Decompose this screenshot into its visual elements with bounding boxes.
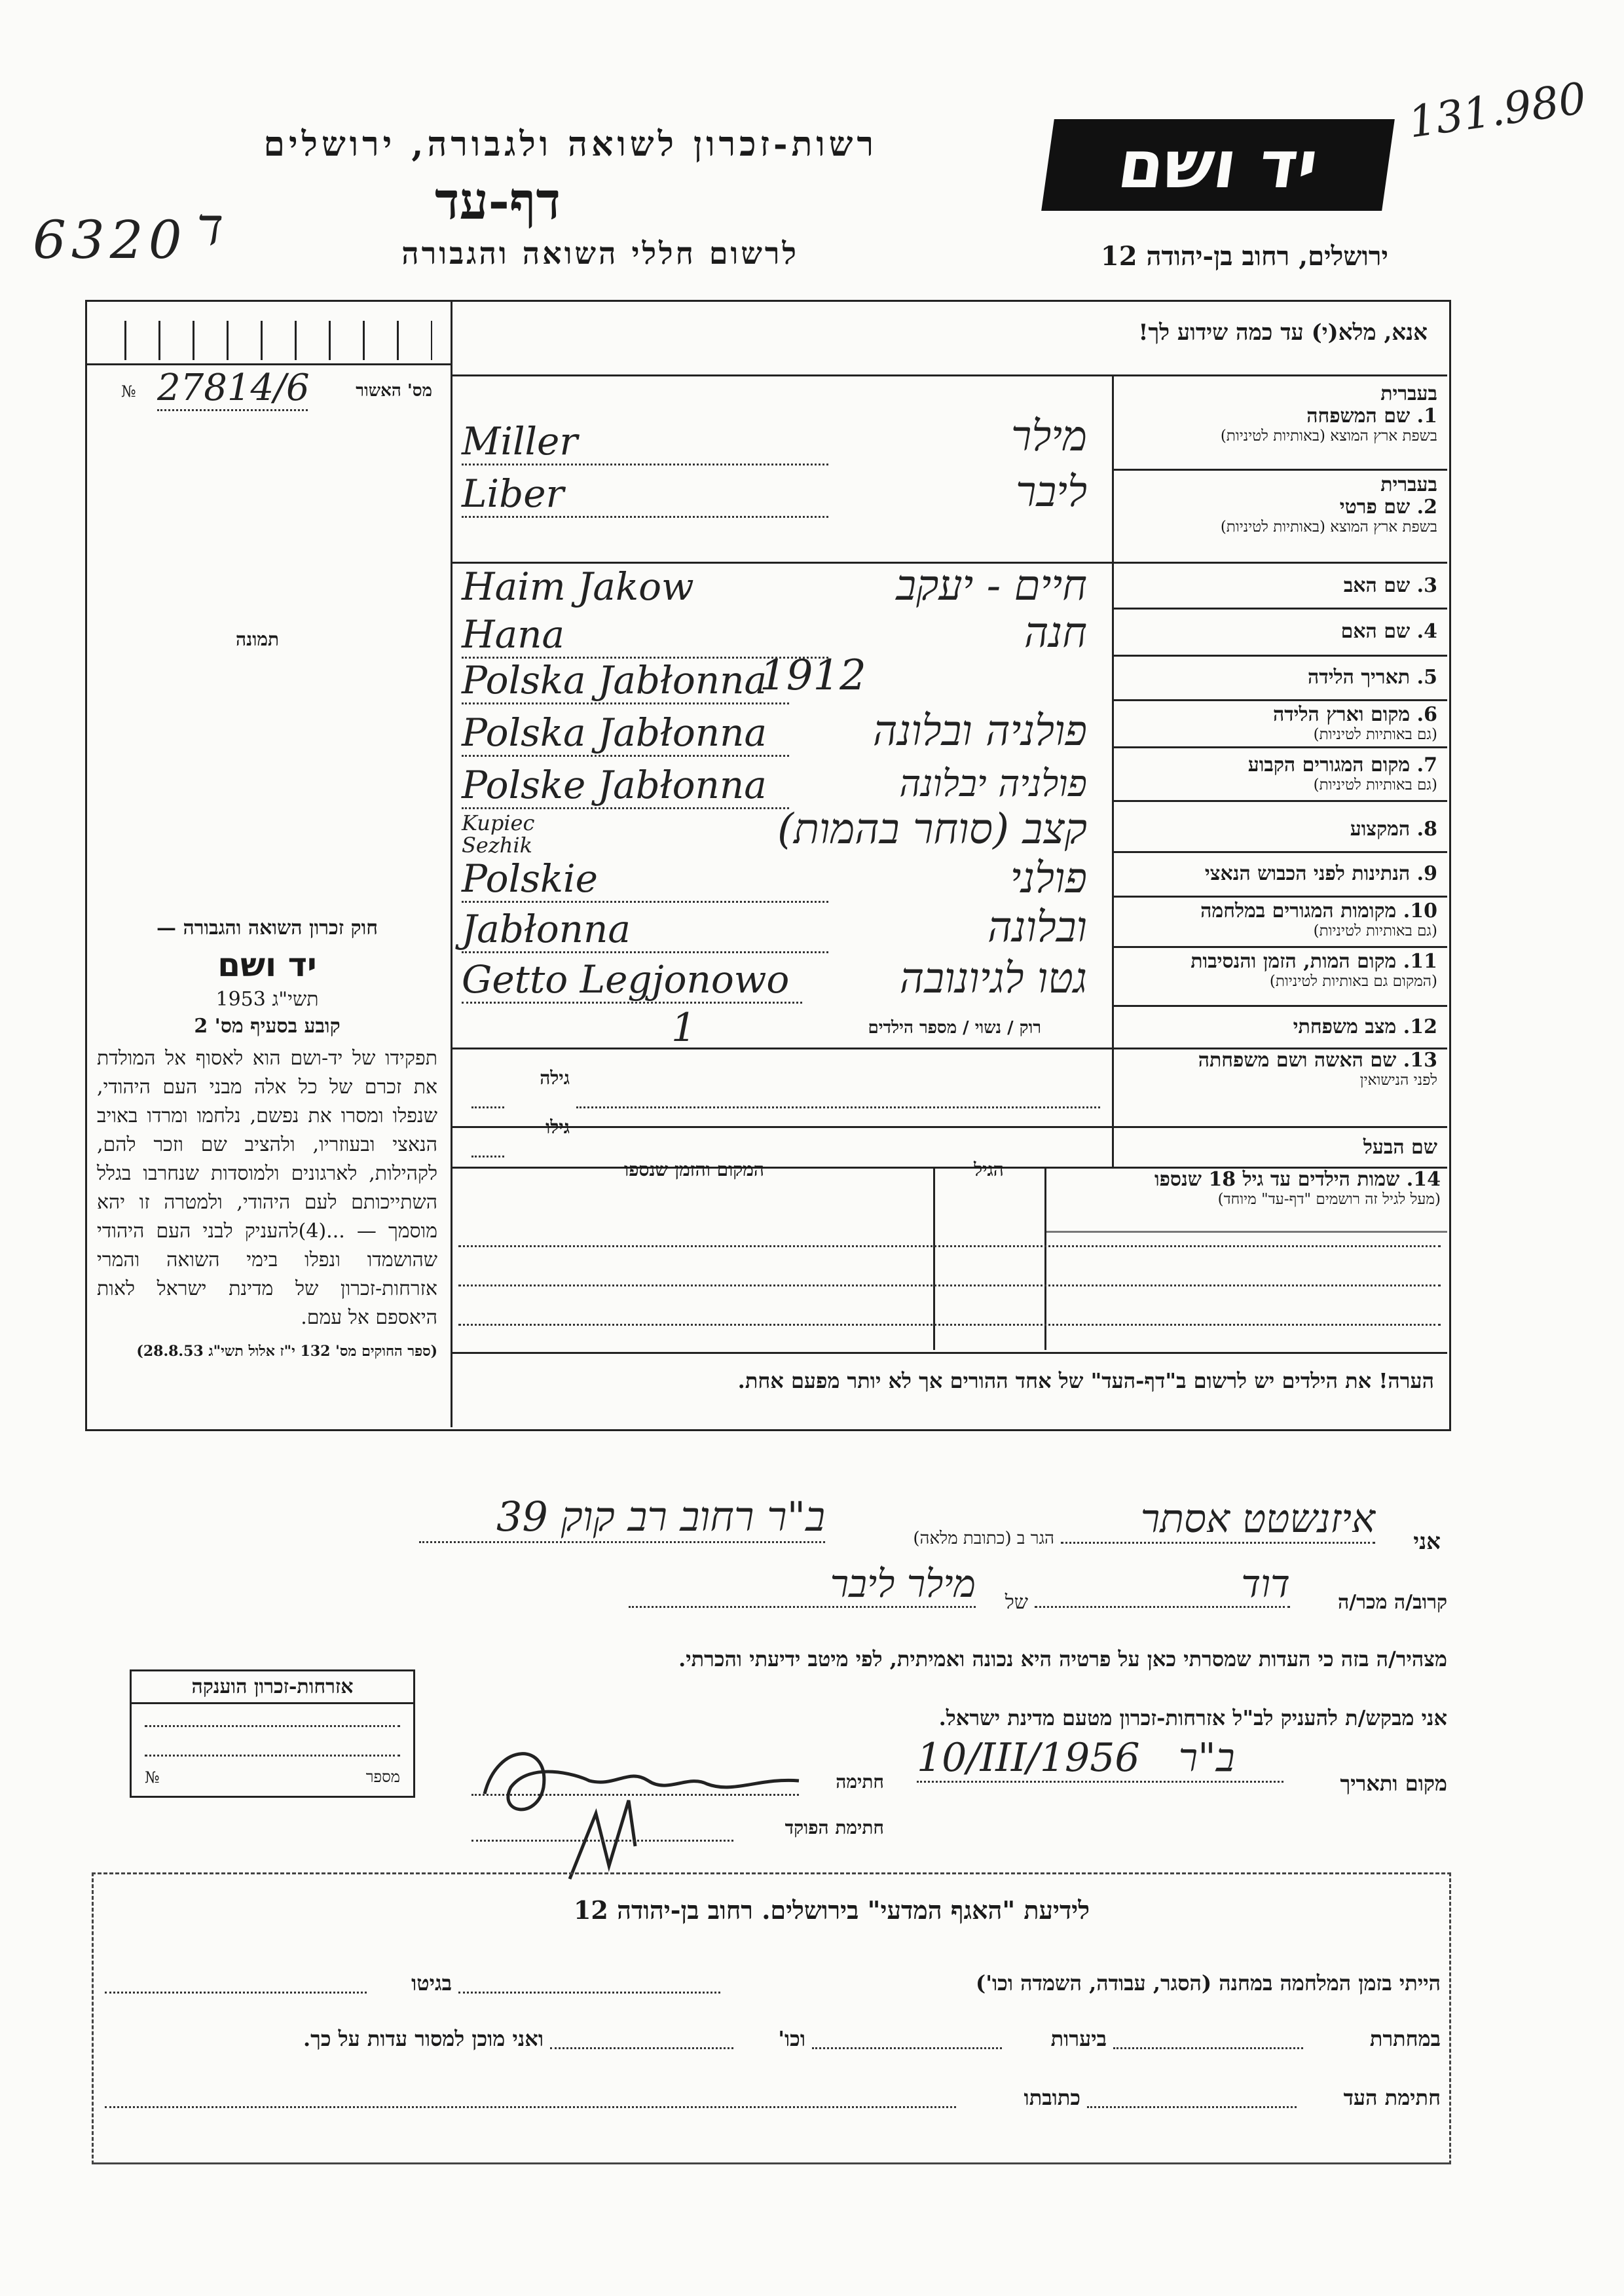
footer-ghetto: בגיטו	[411, 1971, 452, 1995]
witness-address[interactable]: ב"ר רחוב רב קוק 39	[419, 1493, 825, 1543]
birthplace-latin[interactable]: Polska Jabłonna	[462, 710, 789, 757]
place-value: ב"ר	[1178, 1735, 1235, 1781]
date-value: 10/III/1956	[917, 1735, 1140, 1781]
field-family-name-label: בעברית 1. שם המשפחה בשפת ארץ המוצא (באותיות לטיניות)	[1220, 382, 1437, 445]
witness-name[interactable]: איזנשטט אסתר	[1061, 1496, 1375, 1544]
marital-options: רוק / נשוי / מספר הילדים	[868, 1018, 1041, 1038]
declaration-date[interactable]	[917, 1735, 1283, 1783]
husband-label: שם הבעל	[1363, 1136, 1437, 1159]
occupation-hebrew[interactable]: קצב (סוחר בהמות)	[777, 805, 1087, 854]
declaration-statement: מצהיר/ה בזה כי העדות שמסרתי כאן על פרטיה היא נכונה ואמיתית, לפי מיטב ידיעתי והכרתי.	[678, 1647, 1447, 1671]
field-spouse-label: 13. שם האשה ושם משפחתה לפני הנישואין	[1198, 1049, 1437, 1089]
relative-label: קרוב/ה מכר/ה	[1338, 1591, 1447, 1614]
approval-number: 27814/6	[157, 367, 308, 411]
official-signature-line[interactable]	[471, 1827, 733, 1842]
death-place-latin[interactable]: Getto Legjonowo	[462, 957, 802, 1004]
father-name-hebrew[interactable]: חיים - יעקב	[896, 562, 1087, 610]
approval-label: מס' האשור	[356, 381, 432, 401]
instruction: אנא, מלא(י) עד כמה שידוע לך!	[1138, 319, 1428, 346]
field-children-label: 14. שמות הילדים עד גיל 18 שנספו (מעל לגיל זה רושמים "דף-עד" מיוחד)	[1154, 1168, 1441, 1208]
form-title: דף-עד	[435, 172, 561, 231]
field-marital-label: 12. מצב משפחתי	[1293, 1015, 1437, 1038]
of-label: של	[1005, 1591, 1028, 1614]
citizenship-title: אזרחות-זכרון הוענקה	[132, 1671, 413, 1704]
law-logo: יד ושם	[217, 946, 317, 984]
signature-label: חתימה	[836, 1771, 884, 1793]
children-age-header: הגיל	[974, 1159, 1004, 1180]
spouse-age-line[interactable]	[471, 1087, 504, 1108]
footer-etc: וכו'	[778, 2026, 805, 2051]
law-citation: (ספר החוקים מס' 132 י"ז אלול תשי"ג 28.8.53)	[136, 1343, 437, 1360]
left-column-divider	[451, 302, 452, 1427]
law-title: חוק זכרון השואה והגבורה —	[157, 917, 378, 939]
children-place-header: המקום והזמן שנספו	[624, 1159, 764, 1180]
nationality-latin[interactable]: Polskie	[462, 856, 828, 903]
place-date-label: מקום ותאריך	[1340, 1771, 1447, 1796]
death-place-hebrew[interactable]: גטו לגיונובה	[899, 955, 1087, 1003]
form-subtitle: לרשום חללי השואה והגבורה	[401, 236, 799, 271]
field-wartime-residence-label: 10. מקומות המגורים במלחמה (גם באותיות לטיניות)	[1200, 900, 1437, 939]
spouse-name-line[interactable]	[576, 1087, 1100, 1108]
residence-hebrew[interactable]: פולניה יבלונה	[899, 763, 1087, 805]
photo-label: תמונה	[236, 629, 280, 650]
mother-name-latin[interactable]: Hana	[462, 612, 828, 659]
birth-date-latin[interactable]: Polska Jabłonna	[462, 658, 789, 704]
law-section: קובע בסעיף מס' 2	[194, 1015, 341, 1038]
yad-vashem-logo	[1041, 119, 1395, 211]
occupation-latin[interactable]: Kupiec Sezhik	[462, 811, 535, 858]
first-name-hebrew[interactable]: ליבר	[1016, 468, 1087, 517]
footer-witness-signature: חתימת העד	[1343, 2085, 1441, 2110]
address: ירושלים, רחוב בן-יהודה 12	[1100, 241, 1388, 272]
archive-number: 131.980	[1405, 73, 1589, 148]
first-name-latin[interactable]: Liber	[462, 471, 828, 518]
field-nationality-label: 9. הנתינות לפני הכבוש הנאצי	[1204, 862, 1437, 885]
logo-text: יד ושם	[1113, 126, 1323, 203]
marital-children-count[interactable]: 1	[671, 1005, 697, 1051]
witness-signature	[471, 1715, 812, 1886]
label-column-divider	[1112, 376, 1114, 1169]
field-birthplace-label: 6. מקום וארץ הלידה (גם באותיות לטיניות)	[1272, 703, 1437, 743]
mother-name-hebrew[interactable]: חנה	[1024, 609, 1087, 657]
residence-latin[interactable]: Polske Jabłonna	[462, 763, 789, 809]
field-birth-date-label: 5. תאריך הלידה	[1308, 666, 1437, 689]
footer-underground: במחתרת	[1369, 2026, 1441, 2051]
birth-date-value[interactable]: 1912	[760, 651, 866, 700]
father-name-latin[interactable]: Haim Jakow	[462, 564, 694, 609]
footer-testimony: ואני מוכן למסור עדות על כך.	[303, 2026, 544, 2051]
footer-forests: ביערות	[1050, 2026, 1107, 2051]
wartime-residence-latin[interactable]: Jabłonna	[462, 907, 828, 953]
approval-boxes	[124, 321, 432, 360]
instruction-rule	[451, 374, 1447, 376]
citizenship-number-label: מספר	[365, 1768, 400, 1786]
children-note: הערה! את הילדים יש לרשום ב"דף-העד" של אחד ההורים אך לא יותר מפעם אחת.	[737, 1368, 1434, 1393]
field-mother-name-label: 4. שם האם	[1340, 620, 1437, 643]
footer-title: לידיעת "האגף המדעי" בירושלים. רחוב בן-יהודה 12	[573, 1895, 1090, 1925]
file-letter: ד	[196, 196, 224, 257]
approval-prefix: №	[121, 382, 136, 401]
husband-age-line[interactable]	[471, 1136, 504, 1157]
citizenship-prefix: №	[145, 1768, 160, 1787]
law-body: תפקידו של יד-ושם הוא לאסוף אל המולדת את זכרם של כל אלה מבני העם היהודי, שנפלו ומסרו את נפשם, נלחמו ומרדו באויב הנאצי ובעוזריו, ולהציב שם וזכר להם, לקהילות, לארגונים ולמוסדות שנחרבו בגלל השתייכותם לעם היהודי, ולמטרה זו יהא מוסמך — ...(4)להעניק לבני העם היהודי שהושמדו ונפלו בימי השואה והמרי אזרחות-זכרון של מדינת ישראל לאות היאספם אל עמם.	[97, 1047, 438, 1329]
authority-name: רשות-זכרון לשואה ולגבורה, ירושלים	[263, 124, 877, 164]
declaration-ani: אני	[1413, 1529, 1441, 1555]
file-number: 6320	[33, 210, 187, 270]
birthplace-hebrew[interactable]: פולניה ובלונה	[872, 707, 1087, 756]
nationality-hebrew[interactable]: פולני	[1010, 854, 1087, 903]
relation-value[interactable]: דוד	[1035, 1561, 1290, 1608]
of-value[interactable]: מילר ליבר	[629, 1561, 976, 1608]
field-occupation-label: 8. המקצוע	[1350, 818, 1437, 841]
family-name-hebrew[interactable]: מילר	[1010, 412, 1087, 461]
resides-label: הגר ב (כתובת מלאה)	[913, 1529, 1054, 1548]
official-signature-label: חתימת הפוקד	[784, 1817, 884, 1838]
field-father-name-label: 3. שם האב	[1343, 574, 1437, 597]
footer-address-label: כתובתו	[1024, 2085, 1080, 2110]
field-death-place-label: 11. מקום המות, הזמן והנסיבות (המקום גם באותיות לטיניות)	[1190, 950, 1437, 990]
declaration-request: אני מבקש/ת להעניק לב"ל אזרחות-זכרון מטעם מדינת ישראל.	[938, 1705, 1447, 1730]
field-residence-label: 7. מקום המגורים הקבוע (גם באותיות לטיניות)	[1247, 754, 1437, 793]
law-year: תשי"ג 1953	[215, 988, 319, 1011]
husband-age-label: גילו	[545, 1116, 570, 1138]
citizenship-box	[130, 1669, 415, 1798]
footer-line1: הייתי בזמן המלחמה במחנה (הסגר, עבודה, השמדה וכו')	[976, 1971, 1441, 1995]
law-block	[97, 917, 437, 1360]
family-name-latin[interactable]: Miller	[462, 419, 828, 465]
wartime-residence-hebrew[interactable]: ובלונה	[987, 903, 1087, 952]
field-first-name-label: בעברית 2. שם פרטי בשפת ארץ המוצא (באותיות לטיניות)	[1220, 473, 1437, 536]
spouse-age-label: גילה	[540, 1067, 570, 1089]
